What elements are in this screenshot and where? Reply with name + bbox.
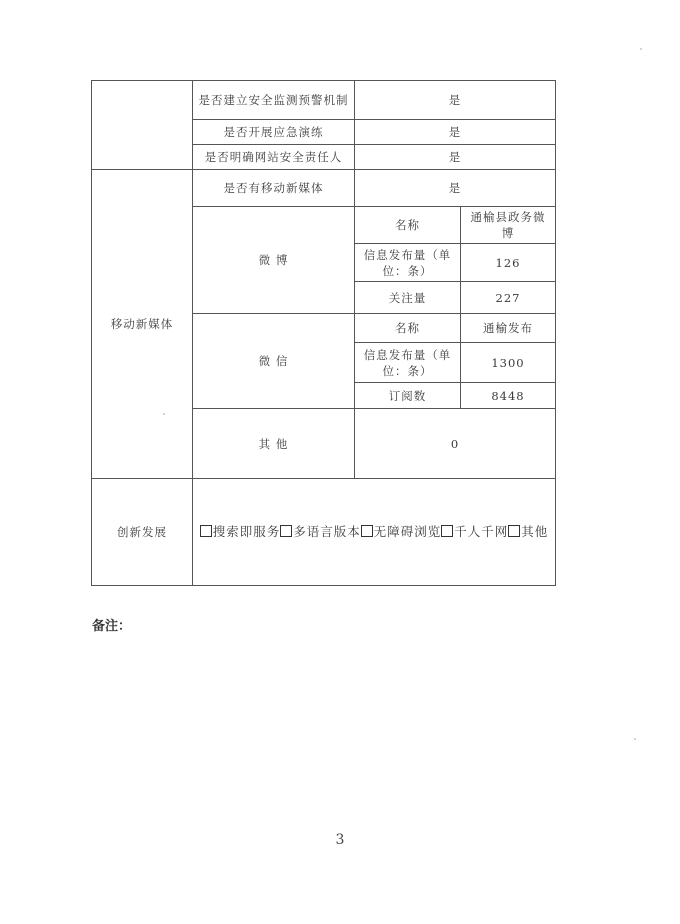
wechat-name-value: 通榆发布 — [461, 314, 556, 343]
table-row — [92, 479, 556, 586]
weibo-posts-label: 信息发布量（单位：条） — [355, 244, 461, 282]
innovation-options — [193, 479, 556, 586]
wechat-posts-value: 1300 — [461, 343, 556, 383]
wechat-label: 微 信 — [193, 314, 355, 409]
drill-label: 是否开展应急演练 — [193, 120, 355, 145]
weibo-name-label: 名称 — [355, 207, 461, 244]
option-other: 其他 — [521, 524, 549, 539]
other-label: 其 他 — [193, 409, 355, 479]
wechat-subs-label: 订阅数 — [355, 383, 461, 409]
other-value: 0 — [355, 409, 556, 479]
mobile-section-label: 移动新媒体 — [92, 170, 193, 479]
weibo-name-value: 通榆县政务微博 — [461, 207, 556, 244]
drill-value: 是 — [355, 120, 556, 145]
responsible-label: 是否明确网站安全责任人 — [193, 145, 355, 170]
monitoring-value: 是 — [355, 81, 556, 120]
scan-speck — [163, 413, 165, 415]
scan-speck — [640, 48, 642, 50]
security-section-cell — [92, 81, 193, 170]
scan-speck — [634, 738, 636, 740]
wechat-posts-label: 信息发布量（单位：条） — [355, 343, 461, 383]
checkbox-icon — [361, 525, 373, 537]
checkbox-icon — [441, 525, 453, 537]
page-number: 3 — [335, 832, 345, 848]
checkbox-icon — [508, 525, 520, 537]
table-row — [92, 81, 556, 120]
notes-label: 备注： — [92, 619, 132, 634]
wechat-name-label: 名称 — [355, 314, 461, 343]
has-media-label: 是否有移动新媒体 — [193, 170, 355, 207]
statistics-table — [91, 80, 556, 586]
responsible-value: 是 — [355, 145, 556, 170]
innovation-label: 创新发展 — [92, 479, 193, 586]
table-row — [92, 170, 556, 207]
option-multilingual: 多语言版本 — [293, 524, 361, 539]
option-accessibility: 无障碍浏览 — [373, 524, 442, 539]
option-search-service: 搜索即服务 — [212, 524, 281, 539]
checkbox-icon — [200, 525, 212, 537]
weibo-followers-label: 关注量 — [355, 282, 461, 314]
option-personalized: 千人千网 — [454, 524, 509, 539]
has-media-value: 是 — [355, 170, 556, 207]
wechat-subs-value: 8448 — [461, 383, 556, 409]
weibo-posts-value: 126 — [461, 244, 556, 282]
checkbox-icon — [280, 525, 292, 537]
monitoring-label: 是否建立安全监测预警机制 — [193, 81, 355, 120]
weibo-label: 微 博 — [193, 207, 355, 314]
weibo-followers-value: 227 — [461, 282, 556, 314]
